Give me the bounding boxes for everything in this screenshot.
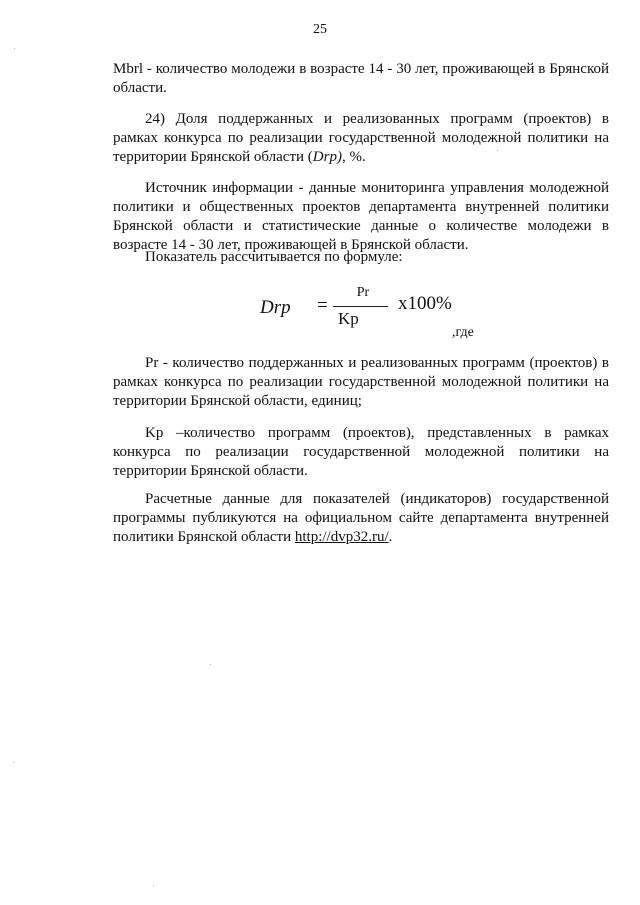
dvp32-link[interactable]: http://dvp32.ru/ [294, 529, 389, 545]
source-paragraph: Источник информации - данные мониторинга управления молодежной политики и общественных проектов департамента внутренней политики Брянской области и статистические данные о количестве молодежи в возрасте 14 - 30 лет, проживающей в Брянской области. [113, 180, 609, 253]
formula-intro: Показатель рассчитывается по формуле: [145, 249, 403, 265]
fraction-bar [333, 306, 388, 307]
indicator-24-paragraph [113, 110, 609, 167]
page-number: 25 [313, 22, 327, 37]
formula-multiplier: x100% [398, 293, 452, 314]
formula-where: ,где [452, 325, 474, 340]
scan-speck [153, 885, 154, 886]
publication-end: . [388, 529, 393, 545]
publication-text: Расчетные данные для показателей (индикаторов) государственной программы публикуются на официальном сайте департамента внутренней политики Брянской области [113, 491, 609, 545]
indicator-24-unit: , %. [341, 149, 366, 165]
scan-speck [14, 48, 15, 49]
mbrl-definition: Mbrl - количество молодежи в возрасте 14 - 30 лет, проживающей в Брянской области. [113, 61, 609, 96]
indicator-24-text: 24) Доля поддержанных и реализованных программ (проектов) в рамках конкурса по реализации государственной молодежной политики на территории Брянской области ( [113, 111, 609, 165]
scan-speck [497, 150, 498, 151]
publication-paragraph [113, 490, 609, 547]
formula-lhs: Drp [260, 297, 291, 318]
formula-equals: = [317, 295, 328, 316]
scan-speck [13, 762, 14, 763]
formula-numerator: Pr [356, 285, 370, 300]
formula-denominator: Kp [338, 309, 359, 328]
formula [260, 285, 520, 345]
scan-speck [210, 664, 211, 665]
kp-definition: Kp –количество программ (проектов), представленных в рамках конкурса по реализации государственной молодежной политики на территории Брянской области. [113, 425, 609, 479]
indicator-24-symbol: Drp) [312, 149, 342, 165]
pr-definition: Pr - количество поддержанных и реализованных программ (проектов) в рамках конкурса по реализации государственной молодежной политики на территории Брянской области, единиц; [113, 355, 609, 409]
